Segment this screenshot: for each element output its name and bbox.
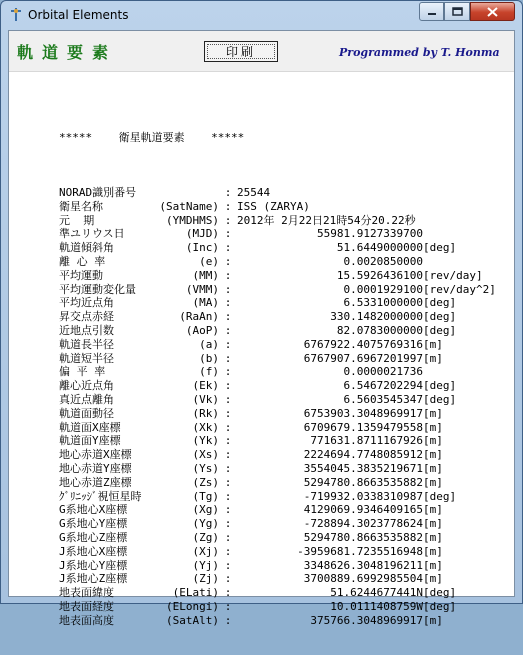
element-value: 6.5331000000 — [343, 296, 423, 310]
element-label: 偏 平 率 — [59, 365, 106, 379]
element-unit: [m] — [423, 558, 443, 572]
element-row — [59, 517, 493, 531]
element-symbol: (MM) — [192, 268, 219, 282]
element-unit — [423, 200, 493, 214]
separator-colon: : — [224, 434, 232, 448]
element-unit — [423, 186, 493, 200]
element-value: 51.6449000000 — [336, 241, 423, 255]
element-value: 51.6244677441N — [330, 586, 423, 600]
element-symbol: (f) — [199, 365, 219, 379]
element-value: 10.0111408759W — [330, 599, 423, 613]
element-value: 330.1482000000 — [330, 310, 423, 324]
maximize-icon — [452, 7, 463, 16]
element-value: -3959681.7235516948 — [297, 544, 423, 558]
satellite-dish-icon — [9, 7, 23, 22]
element-value: 2224694.7748085912 — [303, 448, 423, 462]
separator-colon: : — [224, 392, 232, 406]
element-symbol: (Ys) — [192, 461, 219, 475]
element-value: 3348626.3048196211 — [303, 558, 423, 572]
element-unit: [deg] — [423, 310, 457, 324]
element-symbol: (Inc) — [185, 241, 219, 255]
element-row — [59, 503, 493, 517]
element-unit: [deg] — [423, 586, 457, 600]
element-row — [59, 269, 493, 283]
element-value: 15.5926436100 — [336, 268, 423, 282]
element-label: 地心赤道Y座標 — [59, 461, 132, 475]
credit-text: Programmed by T. Honma — [339, 46, 500, 59]
element-label: NORAD識別番号 — [59, 185, 137, 199]
element-value: 6753903.3048969917 — [303, 406, 423, 420]
element-unit: [m] — [423, 434, 443, 448]
element-symbol: (a) — [199, 337, 219, 351]
element-unit: [m] — [423, 420, 443, 434]
element-label: G系地心Y座標 — [59, 517, 128, 531]
separator-colon: : — [224, 213, 232, 227]
element-row — [59, 476, 493, 490]
element-unit — [423, 227, 493, 241]
element-unit: [rev/day^2] — [423, 282, 496, 296]
element-value: 4129069.9346409165 — [303, 503, 423, 517]
element-value: 25544 — [237, 185, 271, 199]
element-label: G系地心Z座標 — [59, 530, 128, 544]
element-value: 3554045.3835219671 — [303, 461, 423, 475]
element-row — [59, 448, 493, 462]
separator-colon: : — [224, 572, 232, 586]
separator-colon: : — [224, 282, 232, 296]
client-area — [8, 30, 515, 627]
element-value: 55981.9127339700 — [317, 227, 423, 241]
element-symbol: (Yk) — [192, 434, 219, 448]
element-symbol: (Zg) — [192, 530, 219, 544]
element-label: 近地点引数 — [59, 323, 114, 337]
element-row — [59, 227, 493, 241]
separator-colon: : — [224, 406, 232, 420]
element-unit: [deg] — [423, 241, 457, 255]
print-button[interactable]: 印刷 — [204, 41, 278, 62]
element-symbol: (RaAn) — [179, 310, 219, 324]
element-row — [59, 282, 496, 297]
separator-colon: : — [224, 489, 232, 503]
separator-colon: : — [224, 227, 232, 241]
separator-colon: : — [224, 586, 232, 600]
element-row — [59, 365, 493, 379]
element-symbol: (SatAlt) — [166, 613, 219, 627]
element-label: J系地心Z座標 — [59, 572, 128, 586]
separator-colon: : — [224, 379, 232, 393]
element-label: 軌道短半径 — [59, 351, 114, 365]
element-value: 82.0783000000 — [336, 323, 423, 337]
separator-colon: : — [224, 337, 232, 351]
element-value: 5294780.8663535882 — [303, 530, 423, 544]
element-symbol: (MA) — [192, 296, 219, 310]
header-bar — [9, 31, 514, 72]
element-unit: [m] — [423, 406, 443, 420]
element-label: 元 期 — [59, 213, 95, 227]
separator-colon: : — [224, 296, 232, 310]
element-row — [59, 324, 493, 338]
separator-colon: : — [224, 323, 232, 337]
element-symbol — [147, 186, 219, 200]
element-symbol: (Xj) — [192, 544, 219, 558]
element-symbol: (Xs) — [192, 448, 219, 462]
element-unit: [deg] — [423, 296, 457, 310]
element-value: 6767907.6967201997 — [303, 351, 423, 365]
element-row — [59, 186, 493, 200]
element-value: 0.0001929100 — [343, 282, 423, 296]
element-symbol: (VMM) — [185, 282, 219, 296]
element-value: 375766.3048969917 — [310, 613, 423, 627]
element-label: J系地心X座標 — [59, 544, 128, 558]
element-row — [59, 559, 493, 573]
element-label: 離 心 率 — [59, 254, 106, 268]
element-unit: [m] — [423, 337, 443, 351]
element-value: 771631.8711167926 — [310, 434, 423, 448]
element-unit — [423, 214, 493, 228]
element-symbol: (Ek) — [192, 379, 219, 393]
separator-colon: : — [224, 475, 232, 489]
separator-colon: : — [224, 365, 232, 379]
element-unit — [423, 365, 493, 379]
element-unit: [deg] — [423, 392, 457, 406]
element-label: 平均運動変化量 — [59, 282, 136, 296]
element-label: 衛星名称 — [59, 199, 103, 213]
element-row — [59, 393, 493, 407]
element-unit: [m] — [423, 572, 443, 586]
minimize-button[interactable] — [419, 2, 444, 21]
element-label: 平均近点角 — [59, 296, 114, 310]
element-unit: [deg] — [423, 379, 457, 393]
element-row — [59, 255, 493, 269]
separator-colon: : — [224, 599, 232, 613]
element-row — [59, 545, 493, 559]
element-label: J系地心Y座標 — [59, 558, 128, 572]
page-heading: 軌道要素 — [17, 43, 118, 62]
minimize-icon — [427, 8, 437, 16]
close-button[interactable] — [470, 2, 515, 21]
element-row — [59, 600, 493, 614]
element-row — [59, 434, 493, 448]
element-symbol: (Rk) — [192, 406, 219, 420]
element-symbol: (AoP) — [185, 323, 219, 337]
element-label: 地表面高度 — [59, 613, 114, 627]
element-row — [59, 407, 493, 421]
element-value: -719932.0338310987 — [303, 489, 423, 503]
element-unit: [deg] — [423, 489, 457, 503]
separator-colon: : — [224, 530, 232, 544]
separator-colon: : — [224, 461, 232, 475]
separator-colon: : — [224, 241, 232, 255]
element-row — [59, 241, 493, 255]
element-row — [59, 572, 493, 586]
separator-colon: : — [224, 254, 232, 268]
element-symbol: (MJD) — [185, 227, 219, 241]
element-row — [59, 531, 493, 545]
element-label: 地心赤道Z座標 — [59, 475, 132, 489]
element-list — [59, 185, 496, 628]
element-label: 平均運動 — [59, 268, 103, 282]
separator-colon: : — [224, 558, 232, 572]
element-row — [59, 338, 493, 352]
element-row — [59, 490, 493, 504]
element-unit: [m] — [423, 530, 443, 544]
separator-colon: : — [224, 199, 232, 213]
title-bar[interactable] — [1, 1, 522, 29]
separator-colon: : — [224, 268, 232, 282]
element-value: 5294780.8663535882 — [303, 475, 423, 489]
element-label: 地表面緯度 — [59, 586, 114, 600]
element-unit: [rev/day] — [423, 268, 483, 282]
element-symbol: (SatName) — [159, 199, 219, 213]
separator-colon: : — [224, 613, 232, 627]
element-unit — [423, 255, 493, 269]
element-value: ISS (ZARYA) — [237, 199, 310, 213]
element-row — [59, 586, 493, 600]
element-symbol: (ELati) — [172, 586, 219, 600]
separator-colon: : — [224, 503, 232, 517]
element-unit: [m] — [423, 461, 443, 475]
element-symbol: (Yg) — [192, 517, 219, 531]
element-symbol: (Xk) — [192, 420, 219, 434]
element-row — [59, 462, 493, 476]
element-value: 6709679.1359479558 — [303, 420, 423, 434]
element-row — [59, 214, 493, 228]
element-value: 0.0000021736 — [343, 365, 423, 379]
element-row — [59, 614, 493, 628]
close-icon — [487, 7, 498, 17]
window-title: Orbital Elements — [28, 8, 129, 22]
separator-colon: : — [224, 310, 232, 324]
element-row — [59, 421, 493, 435]
element-row — [59, 200, 493, 214]
element-label: 軌道傾斜角 — [59, 241, 114, 255]
element-row — [59, 310, 493, 324]
element-value: 6.5603545347 — [343, 392, 423, 406]
orbital-elements-report — [59, 103, 496, 655]
element-label: 真近点離角 — [59, 392, 114, 406]
element-unit: [m] — [423, 448, 443, 462]
element-symbol: (Zs) — [192, 475, 219, 489]
element-unit: [deg] — [423, 599, 457, 613]
element-label: 軌道長半径 — [59, 337, 114, 351]
separator-colon: : — [224, 420, 232, 434]
element-value: 6767922.4075769316 — [303, 337, 423, 351]
element-label: 軌道面動径 — [59, 406, 114, 420]
element-label: 離心近点角 — [59, 379, 114, 393]
element-value: 3700889.6992985504 — [303, 572, 423, 586]
element-row — [59, 296, 493, 310]
element-unit: [m] — [423, 544, 443, 558]
element-unit: [m] — [423, 517, 443, 531]
separator-colon: : — [224, 517, 232, 531]
element-value: 6.5467202294 — [343, 379, 423, 393]
element-symbol: (b) — [199, 351, 219, 365]
report-title: ***** 衛星軌道要素 ***** — [59, 130, 245, 144]
element-label: 軌道面Y座標 — [59, 434, 121, 448]
maximize-button[interactable] — [444, 2, 470, 21]
element-symbol: (Vk) — [192, 392, 219, 406]
element-unit: [m] — [423, 351, 443, 365]
element-symbol: (Xg) — [192, 503, 219, 517]
element-unit: [m] — [423, 613, 443, 627]
element-row — [59, 379, 493, 393]
element-value: 0.0020850000 — [343, 254, 423, 268]
element-unit: [deg] — [423, 323, 457, 337]
element-unit: [m] — [423, 503, 443, 517]
separator-colon: : — [224, 185, 232, 199]
element-label: 地心赤道X座標 — [59, 448, 132, 462]
element-symbol: (YMDHMS) — [166, 213, 219, 227]
element-label: 地表面経度 — [59, 599, 114, 613]
element-symbol: (Zj) — [192, 572, 219, 586]
element-value: 2012年 2月22日21時54分20.22秒 — [237, 213, 416, 227]
element-label: 昇交点赤経 — [59, 310, 114, 324]
element-symbol: (Tg) — [192, 489, 219, 503]
separator-colon: : — [224, 448, 232, 462]
element-unit: [m] — [423, 475, 443, 489]
element-symbol: (e) — [199, 254, 219, 268]
element-symbol: (ELongi) — [166, 599, 219, 613]
element-label: 準ユリウス日 — [59, 227, 125, 241]
separator-colon: : — [224, 544, 232, 558]
element-symbol: (Yj) — [192, 558, 219, 572]
element-value: -728894.3023778624 — [303, 517, 423, 531]
element-label: ｸﾞﾘﾆｯｼﾞ視恒星時 — [59, 489, 142, 503]
separator-colon: : — [224, 351, 232, 365]
element-label: G系地心X座標 — [59, 503, 128, 517]
element-label: 軌道面X座標 — [59, 420, 121, 434]
element-row — [59, 352, 493, 366]
